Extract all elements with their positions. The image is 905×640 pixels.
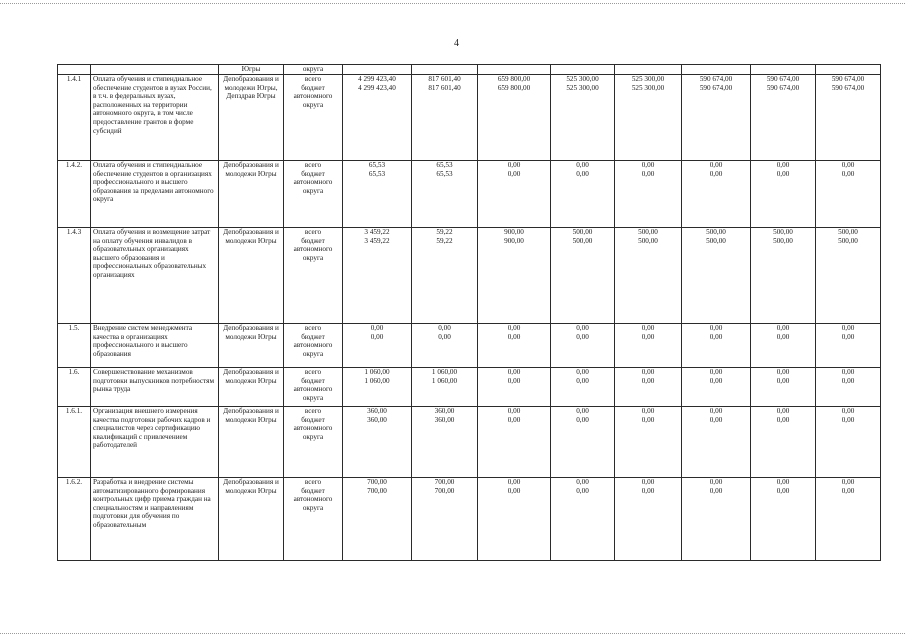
value-total: 0,00 bbox=[841, 407, 855, 415]
row-name: Организация внешнего измерения качества подготовки рабочих кадров и специалистов через сертификацию квалификаций с привлечением работодателей bbox=[91, 407, 219, 478]
row-name: Совершенствование механизмов подготовки выпускников потребностям рынка труда bbox=[91, 368, 219, 407]
source-cell: округа bbox=[284, 65, 343, 75]
value-budget: 700,00 bbox=[434, 486, 455, 495]
value-total: 0,00 bbox=[438, 324, 451, 332]
value-budget: 0,00 bbox=[841, 376, 855, 385]
value-cell bbox=[412, 75, 478, 161]
value-cell bbox=[816, 368, 881, 407]
value-cell bbox=[551, 324, 615, 368]
table-row bbox=[58, 407, 881, 478]
source-budget-label: бюджет автономного округа bbox=[293, 169, 333, 195]
value-cell bbox=[816, 324, 881, 368]
value-cell bbox=[412, 368, 478, 407]
value-cell bbox=[551, 161, 615, 228]
row-funding-source bbox=[284, 478, 343, 561]
value-cell bbox=[412, 478, 478, 561]
value-total: 0,00 bbox=[709, 368, 723, 376]
table-row-continuation bbox=[58, 65, 881, 75]
row-executor: Депобразования и молодежи Югры bbox=[219, 368, 284, 407]
value-cell bbox=[478, 407, 551, 478]
table-row bbox=[58, 324, 881, 368]
value-total: 700,00 bbox=[367, 478, 387, 486]
value-budget: 0,00 bbox=[841, 486, 855, 495]
value-cell bbox=[343, 228, 412, 324]
row-code: 1.6.1. bbox=[58, 407, 91, 478]
value-cell bbox=[751, 75, 816, 161]
row-funding-source bbox=[284, 228, 343, 324]
value-total: 0,00 bbox=[776, 161, 790, 169]
value-budget: 0,00 bbox=[841, 415, 855, 424]
value-total: 500,00 bbox=[706, 228, 726, 236]
table-row bbox=[58, 161, 881, 228]
value-cell bbox=[615, 75, 682, 161]
value-total: 0,00 bbox=[709, 407, 723, 415]
value-total: 659 800,00 bbox=[497, 75, 531, 83]
source-total-label: всего bbox=[304, 75, 322, 83]
value-total: 0,00 bbox=[507, 407, 521, 415]
value-total: 0,00 bbox=[576, 368, 589, 376]
value-total: 0,00 bbox=[641, 478, 655, 486]
scan-edge-bottom bbox=[0, 633, 905, 634]
source-budget-label: бюджет автономного округа bbox=[293, 332, 333, 358]
value-budget: 1 060,00 bbox=[364, 376, 390, 385]
value-cell bbox=[478, 228, 551, 324]
value-total: 0,00 bbox=[576, 407, 589, 415]
value-total: 700,00 bbox=[434, 478, 455, 486]
value-cell bbox=[343, 368, 412, 407]
row-executor: Депобразования и молодежи Югры, Депздрав Югры bbox=[219, 75, 284, 161]
value-cell bbox=[816, 75, 881, 161]
executor-cell: Югры bbox=[219, 65, 284, 75]
value-budget: 0,00 bbox=[776, 169, 790, 178]
value-total: 590 674,00 bbox=[699, 75, 733, 83]
source-budget-label: бюджет автономного округа bbox=[293, 83, 333, 109]
value-budget: 3 459,22 bbox=[364, 236, 390, 245]
value-total: 500,00 bbox=[638, 228, 658, 236]
row-executor: Депобразования и молодежи Югры bbox=[219, 161, 284, 228]
value-cell bbox=[551, 368, 615, 407]
value-cell bbox=[478, 161, 551, 228]
value-cell bbox=[343, 478, 412, 561]
value-cell bbox=[816, 161, 881, 228]
source-total-label: всего bbox=[304, 324, 322, 332]
value-cell bbox=[751, 228, 816, 324]
value-cell bbox=[682, 75, 751, 161]
row-name: Внедрение систем менеджмента качества в организациях профессионального и высшего образования bbox=[91, 324, 219, 368]
value-budget: 0,00 bbox=[709, 486, 723, 495]
source-total-label: всего bbox=[304, 407, 322, 415]
value-cell bbox=[615, 478, 682, 561]
value-total: 0,00 bbox=[709, 478, 723, 486]
value-cell bbox=[682, 368, 751, 407]
value-budget: 0,00 bbox=[576, 376, 589, 385]
row-executor: Депобразования и молодежи Югры bbox=[219, 324, 284, 368]
value-total: 0,00 bbox=[576, 478, 589, 486]
value-total: 0,00 bbox=[576, 324, 589, 332]
value-total: 0,00 bbox=[709, 161, 723, 169]
row-funding-source bbox=[284, 324, 343, 368]
value-budget: 0,00 bbox=[641, 486, 655, 495]
value-cell bbox=[751, 324, 816, 368]
value-cell bbox=[615, 228, 682, 324]
value-cell bbox=[615, 368, 682, 407]
value-total: 4 299 423,40 bbox=[358, 75, 396, 83]
value-budget: 0,00 bbox=[641, 332, 655, 341]
value-budget: 0,00 bbox=[576, 486, 589, 495]
value-cell bbox=[615, 407, 682, 478]
value-cell bbox=[816, 478, 881, 561]
source-total-label: всего bbox=[304, 368, 322, 376]
table-row bbox=[58, 478, 881, 561]
row-code: 1.6. bbox=[58, 368, 91, 407]
value-total: 0,00 bbox=[841, 161, 855, 169]
table-row bbox=[58, 228, 881, 324]
value-budget: 0,00 bbox=[576, 169, 589, 178]
row-name: Оплата обучения и стипендиальное обеспечение студентов в вузах России, в т.ч. в федеральных вузах, расположенных на территории автономного округа, в том числе предоставление грантов в форме субсидий bbox=[91, 75, 219, 161]
value-cell bbox=[478, 368, 551, 407]
value-total: 360,00 bbox=[434, 407, 455, 415]
value-budget: 0,00 bbox=[709, 169, 723, 178]
value-budget: 817 601,40 bbox=[428, 83, 461, 92]
value-total: 0,00 bbox=[507, 368, 521, 376]
value-total: 0,00 bbox=[370, 324, 384, 332]
value-budget: 65,53 bbox=[436, 169, 453, 178]
value-budget: 0,00 bbox=[776, 486, 790, 495]
value-budget: 0,00 bbox=[507, 486, 521, 495]
value-budget: 0,00 bbox=[370, 332, 384, 341]
value-budget: 0,00 bbox=[776, 332, 790, 341]
row-code: 1.6.2. bbox=[58, 478, 91, 561]
value-budget: 0,00 bbox=[507, 169, 521, 178]
value-cell bbox=[412, 407, 478, 478]
row-executor: Депобразования и молодежи Югры bbox=[219, 478, 284, 561]
value-total: 900,00 bbox=[504, 228, 524, 236]
value-total: 500,00 bbox=[572, 228, 593, 236]
value-total: 0,00 bbox=[841, 324, 855, 332]
value-total: 0,00 bbox=[776, 368, 790, 376]
value-budget: 0,00 bbox=[438, 332, 451, 341]
value-total: 817 601,40 bbox=[428, 75, 461, 83]
value-total: 0,00 bbox=[641, 161, 655, 169]
value-budget: 0,00 bbox=[576, 415, 589, 424]
value-cell bbox=[751, 161, 816, 228]
source-total-label: всего bbox=[304, 161, 322, 169]
value-cell bbox=[412, 324, 478, 368]
value-total: 0,00 bbox=[507, 161, 521, 169]
value-budget: 590 674,00 bbox=[831, 83, 865, 92]
row-executor: Депобразования и молодежи Югры bbox=[219, 407, 284, 478]
value-budget: 659 800,00 bbox=[497, 83, 531, 92]
value-budget: 0,00 bbox=[507, 376, 521, 385]
row-name: Разработка и внедрение системы автоматизированного формирования контрольных цифр приема граждан на специальностям и направлениям подготовки для обучения по образовательным bbox=[91, 478, 219, 561]
source-budget-label: бюджет автономного округа bbox=[293, 236, 333, 262]
table-row bbox=[58, 75, 881, 161]
value-cell bbox=[478, 75, 551, 161]
value-budget: 0,00 bbox=[841, 332, 855, 341]
source-budget-label: бюджет автономного округа bbox=[293, 486, 333, 512]
value-cell bbox=[343, 407, 412, 478]
value-total: 0,00 bbox=[576, 161, 589, 169]
value-total: 525 300,00 bbox=[631, 75, 665, 83]
value-total: 1 060,00 bbox=[364, 368, 390, 376]
value-budget: 590 674,00 bbox=[699, 83, 733, 92]
value-budget: 0,00 bbox=[709, 376, 723, 385]
row-name: Оплата обучения и возмещение затрат на оплату обучения инвалидов в образовательных организациях высшего образования и профессиональных образовательных организациях bbox=[91, 228, 219, 324]
program-funding-table bbox=[57, 64, 881, 561]
value-cell bbox=[551, 478, 615, 561]
row-funding-source bbox=[284, 407, 343, 478]
value-total: 0,00 bbox=[776, 324, 790, 332]
value-total: 0,00 bbox=[776, 478, 790, 486]
value-budget: 500,00 bbox=[638, 236, 658, 245]
row-funding-source bbox=[284, 161, 343, 228]
value-budget: 0,00 bbox=[709, 332, 723, 341]
value-total: 0,00 bbox=[507, 324, 521, 332]
value-budget: 525 300,00 bbox=[631, 83, 665, 92]
value-budget: 500,00 bbox=[838, 236, 858, 245]
value-budget: 4 299 423,40 bbox=[358, 83, 396, 92]
value-total: 500,00 bbox=[838, 228, 858, 236]
value-budget: 0,00 bbox=[641, 376, 655, 385]
row-code: 1.4.3 bbox=[58, 228, 91, 324]
value-budget: 0,00 bbox=[576, 332, 589, 341]
source-total-label: всего bbox=[304, 478, 322, 486]
value-budget: 500,00 bbox=[773, 236, 793, 245]
value-cell bbox=[412, 228, 478, 324]
value-budget: 59,22 bbox=[436, 236, 453, 245]
value-total: 0,00 bbox=[709, 324, 723, 332]
value-budget: 525 300,00 bbox=[566, 83, 599, 92]
value-budget: 360,00 bbox=[367, 415, 387, 424]
value-budget: 0,00 bbox=[776, 415, 790, 424]
value-cell bbox=[551, 75, 615, 161]
value-total: 0,00 bbox=[641, 407, 655, 415]
value-cell bbox=[682, 228, 751, 324]
value-budget: 1 060,00 bbox=[431, 376, 458, 385]
row-name: Оплата обучения и стипендиальное обеспечение студентов в организациях профессионального и высшего образования за пределами автономного округа bbox=[91, 161, 219, 228]
value-total: 590 674,00 bbox=[831, 75, 865, 83]
value-total: 0,00 bbox=[841, 368, 855, 376]
value-total: 1 060,00 bbox=[431, 368, 458, 376]
value-cell bbox=[816, 407, 881, 478]
row-code: 1.4.1 bbox=[58, 75, 91, 161]
value-cell bbox=[343, 161, 412, 228]
value-cell bbox=[682, 324, 751, 368]
value-cell bbox=[412, 161, 478, 228]
value-total: 590 674,00 bbox=[766, 75, 800, 83]
value-budget: 500,00 bbox=[572, 236, 593, 245]
value-budget: 0,00 bbox=[841, 169, 855, 178]
source-budget-label: бюджет автономного округа bbox=[293, 376, 333, 402]
row-funding-source bbox=[284, 368, 343, 407]
value-cell bbox=[551, 228, 615, 324]
row-code: 1.5. bbox=[58, 324, 91, 368]
value-cell bbox=[478, 324, 551, 368]
value-cell bbox=[478, 478, 551, 561]
value-total: 59,22 bbox=[436, 228, 453, 236]
value-budget: 0,00 bbox=[507, 415, 521, 424]
source-budget-label: бюджет автономного округа bbox=[293, 415, 333, 441]
value-cell bbox=[751, 407, 816, 478]
value-budget: 65,53 bbox=[368, 169, 386, 178]
value-total: 0,00 bbox=[841, 478, 855, 486]
value-cell bbox=[751, 368, 816, 407]
value-total: 65,53 bbox=[436, 161, 453, 169]
value-total: 0,00 bbox=[776, 407, 790, 415]
table-row bbox=[58, 368, 881, 407]
value-total: 3 459,22 bbox=[364, 228, 390, 236]
value-budget: 590 674,00 bbox=[766, 83, 800, 92]
value-total: 0,00 bbox=[507, 478, 521, 486]
row-funding-source bbox=[284, 75, 343, 161]
row-executor: Депобразования и молодежи Югры bbox=[219, 228, 284, 324]
scan-edge-top bbox=[0, 3, 905, 4]
value-budget: 900,00 bbox=[504, 236, 524, 245]
value-budget: 0,00 bbox=[641, 169, 655, 178]
value-cell bbox=[682, 478, 751, 561]
value-total: 500,00 bbox=[773, 228, 793, 236]
value-cell bbox=[343, 75, 412, 161]
value-budget: 360,00 bbox=[434, 415, 455, 424]
value-cell bbox=[682, 161, 751, 228]
value-budget: 0,00 bbox=[507, 332, 521, 341]
value-budget: 0,00 bbox=[776, 376, 790, 385]
value-budget: 0,00 bbox=[709, 415, 723, 424]
value-total: 360,00 bbox=[367, 407, 387, 415]
value-cell bbox=[682, 407, 751, 478]
value-cell bbox=[343, 324, 412, 368]
value-cell bbox=[551, 407, 615, 478]
value-cell bbox=[615, 324, 682, 368]
value-cell bbox=[615, 161, 682, 228]
row-code: 1.4.2. bbox=[58, 161, 91, 228]
page-number: 4 bbox=[454, 38, 459, 49]
value-budget: 700,00 bbox=[367, 486, 387, 495]
value-budget: 0,00 bbox=[641, 415, 655, 424]
source-total-label: всего bbox=[304, 228, 322, 236]
value-total: 65,53 bbox=[368, 161, 386, 169]
value-cell bbox=[816, 228, 881, 324]
value-total: 0,00 bbox=[641, 324, 655, 332]
value-total: 525 300,00 bbox=[566, 75, 599, 83]
value-cell bbox=[751, 478, 816, 561]
value-total: 0,00 bbox=[641, 368, 655, 376]
value-budget: 500,00 bbox=[706, 236, 726, 245]
